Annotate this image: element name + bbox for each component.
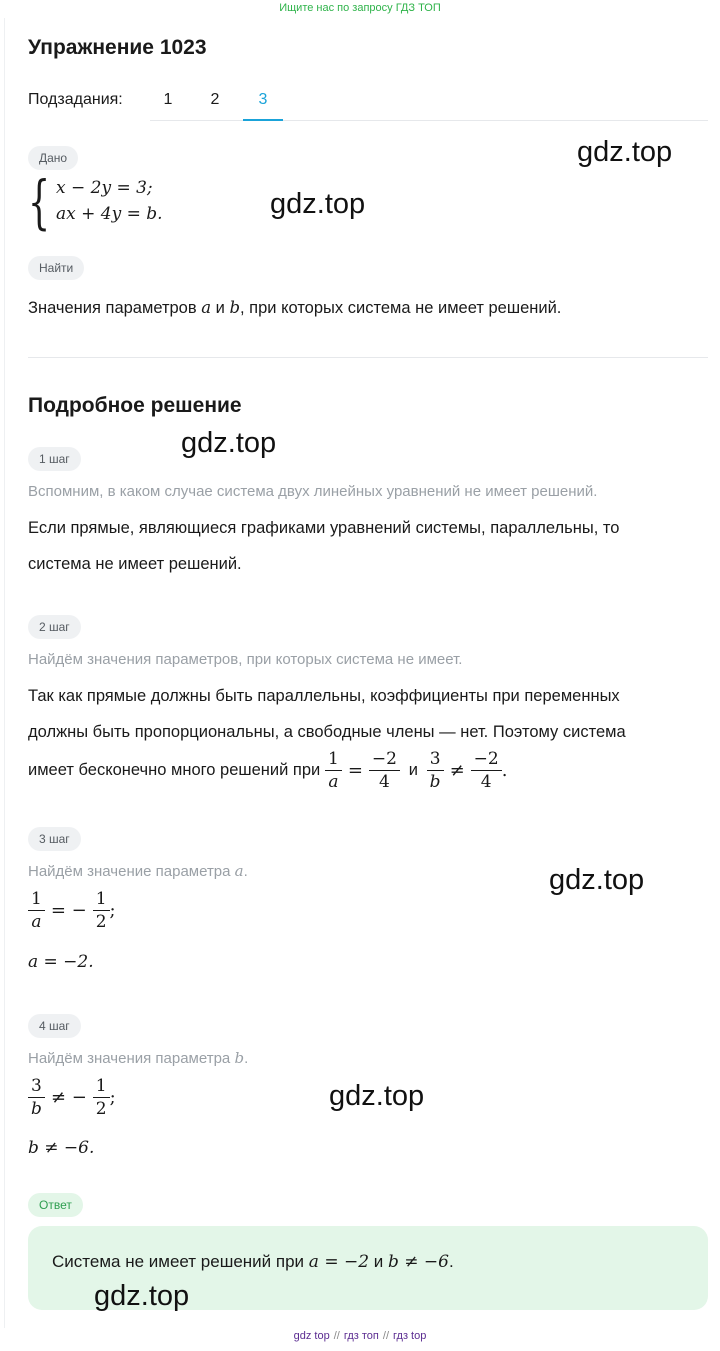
step-2-text-line-1: Так как прямые должны быть параллельны, коэффициенты при переменных — [28, 687, 620, 705]
fraction: $\frac{3}{b}$ — [28, 1075, 45, 1120]
watermark: gdz.top — [94, 1280, 190, 1312]
step-3-hint: Найдём значение параметра a. — [28, 862, 248, 880]
step-4-formula: $\frac{3}{b}$ ≠ − $\frac{1}{2}$ ; — [28, 1075, 116, 1120]
fraction: $\frac{1}{a}$ — [28, 888, 45, 933]
subtasks-label: Подзадания: — [28, 91, 123, 108]
equation-1: x − 2y = 3; — [56, 178, 153, 198]
footer-links: gdz top // гдз топ // гдз top — [293, 1330, 427, 1342]
subtask-tab-2[interactable]: 2 — [210, 91, 220, 108]
answer-label: Ответ — [28, 1193, 83, 1217]
brace-symbol: { — [28, 168, 51, 236]
solution-title: Подробное решение — [28, 394, 242, 417]
step-2-label: 2 шаг — [28, 615, 81, 639]
page-title: Упражнение 1023 — [28, 36, 207, 59]
watermark: gdz.top — [549, 864, 645, 896]
subtask-tab-3[interactable]: 3 — [243, 88, 283, 121]
step-1-hint: Вспомним, в каком случае система двух линейных уравнений не имеет решений. — [28, 483, 598, 500]
subtasks-bar — [28, 88, 708, 122]
step-4-result: b ≠ −6. — [28, 1138, 95, 1158]
step-1-text-line-1: Если прямые, являющиеся графиками уравнений системы, параллельны, то — [28, 519, 620, 537]
step-2-text-line-2: должны быть пропорциональны, а свободные члены — нет. Поэтому система — [28, 723, 626, 741]
step-4-hint: Найдём значения параметра b. — [28, 1049, 249, 1067]
subtask-tab-1[interactable]: 1 — [163, 91, 173, 108]
fraction: $\frac{-2}{4}$ — [471, 748, 502, 793]
fraction: $\frac{3}{b}$ — [427, 748, 444, 793]
step-2-hint: Найдём значения параметров, при которых система не имеет. — [28, 651, 463, 668]
top-banner[interactable]: Ищите нас по запросу ГДЗ ТОП — [279, 2, 441, 14]
watermark: gdz.top — [181, 427, 277, 459]
watermark: gdz.top — [329, 1080, 425, 1112]
fraction: $\frac{1}{a}$ — [325, 748, 342, 793]
watermark: gdz.top — [577, 136, 673, 168]
step-3-formula: $\frac{1}{a}$ = − $\frac{1}{2}$ ; — [28, 888, 116, 933]
fraction: $\frac{1}{2}$ — [93, 888, 110, 933]
section-divider — [28, 357, 708, 358]
answer-text: Система не имеет решений при a = −2 и b ≠ −6. — [52, 1252, 454, 1272]
equation-2: ax + 4y = b. — [56, 204, 163, 224]
footer-link[interactable]: гдз топ — [343, 1330, 379, 1342]
step-3-result: a = −2. — [28, 952, 94, 972]
find-text: Значения параметров a и b, при которых система не имеет решений. — [28, 298, 562, 317]
step-1-label: 1 шаг — [28, 447, 81, 471]
watermark: gdz.top — [270, 188, 366, 220]
footer-link[interactable]: gdz top — [293, 1330, 330, 1342]
fraction: $\frac{-2}{4}$ — [369, 748, 400, 793]
step-2-formula: имеет бесконечно много решений при $\frac{1}{a}$ = $\frac{-2}{4}$ и $\frac{3}{b}$ ≠ $\frac{-2}{4}$ . — [28, 749, 508, 792]
step-1-text-line-2: система не имеет решений. — [28, 555, 242, 573]
step-3-label: 3 шаг — [28, 827, 81, 851]
find-label: Найти — [28, 256, 84, 280]
fraction: $\frac{1}{2}$ — [93, 1075, 110, 1120]
footer-link[interactable]: гдз top — [393, 1330, 427, 1342]
step-4-label: 4 шаг — [28, 1014, 81, 1038]
given-label: Дано — [28, 146, 78, 170]
